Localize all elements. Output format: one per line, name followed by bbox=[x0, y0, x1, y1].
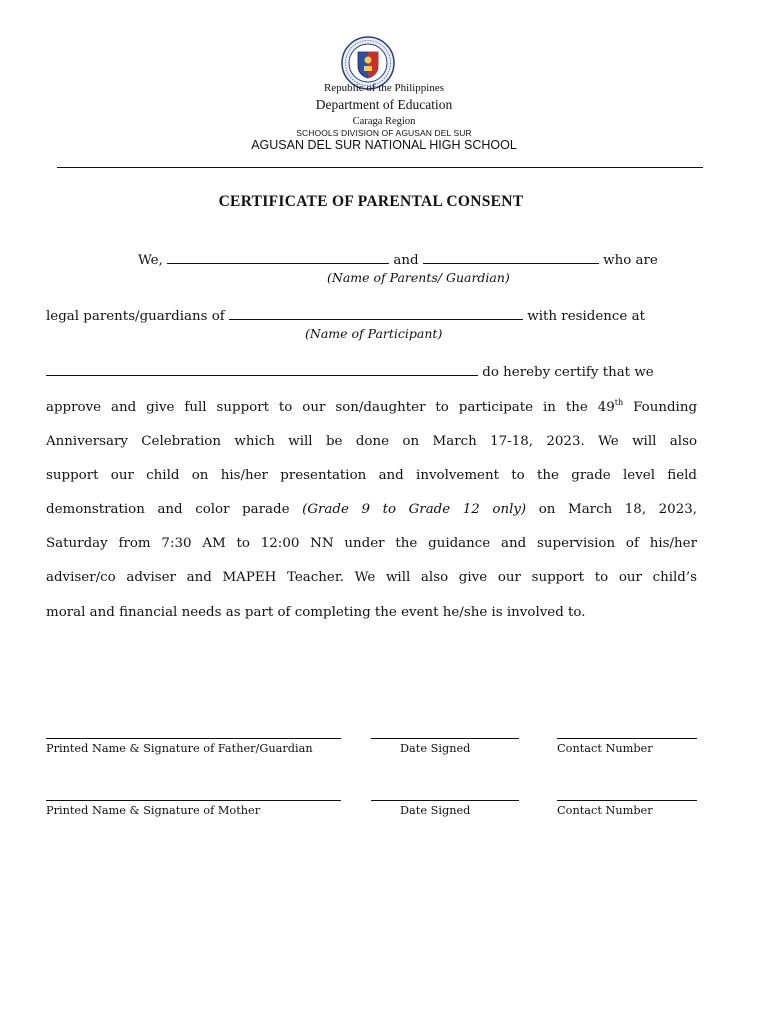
paragraph-line-2: Anniversary Celebration which will be done on March 17-18, 2023. We will also bbox=[46, 434, 697, 449]
para-4b: on March 18, 2023, bbox=[538, 502, 697, 517]
line-participant bbox=[46, 307, 645, 324]
para-1-sup: th bbox=[614, 398, 624, 407]
para-4a: demonstration and color parade bbox=[46, 502, 290, 517]
date-signed-label-1: Date Signed bbox=[400, 742, 471, 755]
caption-participant: (Name of Participant) bbox=[305, 326, 443, 341]
line-residence bbox=[46, 363, 654, 380]
parent-1-blank[interactable] bbox=[167, 251, 389, 264]
paragraph-line-3: support our child on his/her presentation and involvement to the grade level field bbox=[46, 468, 697, 483]
father-signature-label: Printed Name & Signature of Father/Guardian bbox=[46, 742, 313, 755]
region-line: Caraga Region bbox=[352, 116, 416, 127]
paragraph-line-7: moral and financial needs as part of completing the event he/she is involved to. bbox=[46, 605, 586, 620]
and-text: and bbox=[393, 253, 419, 268]
legal-parents-text: legal parents/guardians of bbox=[46, 309, 225, 324]
paragraph-line-5: Saturday from 7:30 AM to 12:00 NN under the guidance and supervision of his/her bbox=[46, 536, 697, 551]
line-parents bbox=[138, 251, 658, 268]
date-signed-label-2: Date Signed bbox=[400, 804, 471, 817]
who-are-text: who are bbox=[603, 253, 658, 268]
date-signed-line-1[interactable] bbox=[371, 738, 519, 739]
division-line: SCHOOLS DIVISION OF AGUSAN DEL SUR bbox=[296, 128, 472, 138]
residence-blank[interactable] bbox=[46, 363, 478, 376]
father-signature-line[interactable] bbox=[46, 738, 341, 739]
caption-parents: (Name of Parents/ Guardian) bbox=[327, 270, 510, 285]
mother-signature-label: Printed Name & Signature of Mother bbox=[46, 804, 261, 817]
para-4-italic: (Grade 9 to Grade 12 only) bbox=[302, 502, 527, 517]
department-line: Department of Education bbox=[315, 97, 453, 112]
date-signed-line-2[interactable] bbox=[371, 800, 519, 801]
parent-2-blank[interactable] bbox=[423, 251, 599, 264]
paragraph-line-6: adviser/co adviser and MAPEH Teacher. We will also give our support to our child’s bbox=[46, 570, 697, 585]
residence-text: with residence at bbox=[527, 309, 645, 324]
certify-text: do hereby certify that we bbox=[482, 365, 654, 380]
we-text: We, bbox=[138, 253, 163, 268]
contact-number-label-1: Contact Number bbox=[557, 742, 653, 755]
contact-number-line-2[interactable] bbox=[557, 800, 697, 801]
school-name: AGUSAN DEL SUR NATIONAL HIGH SCHOOL bbox=[251, 138, 517, 152]
header-divider bbox=[57, 167, 703, 168]
paragraph-line-1 bbox=[46, 400, 697, 415]
republic-line: Republic of the Philippines bbox=[323, 82, 445, 94]
para-1a: approve and give full support to our son/daughter to participate in the 49 bbox=[46, 400, 615, 415]
contact-number-label-2: Contact Number bbox=[557, 804, 653, 817]
mother-signature-line[interactable] bbox=[46, 800, 341, 801]
contact-number-line-1[interactable] bbox=[557, 738, 697, 739]
para-1b: Founding bbox=[633, 400, 698, 415]
paragraph-line-4 bbox=[46, 502, 697, 517]
participant-blank[interactable] bbox=[229, 307, 523, 320]
certificate-title: CERTIFICATE OF PARENTAL CONSENT bbox=[218, 193, 524, 210]
